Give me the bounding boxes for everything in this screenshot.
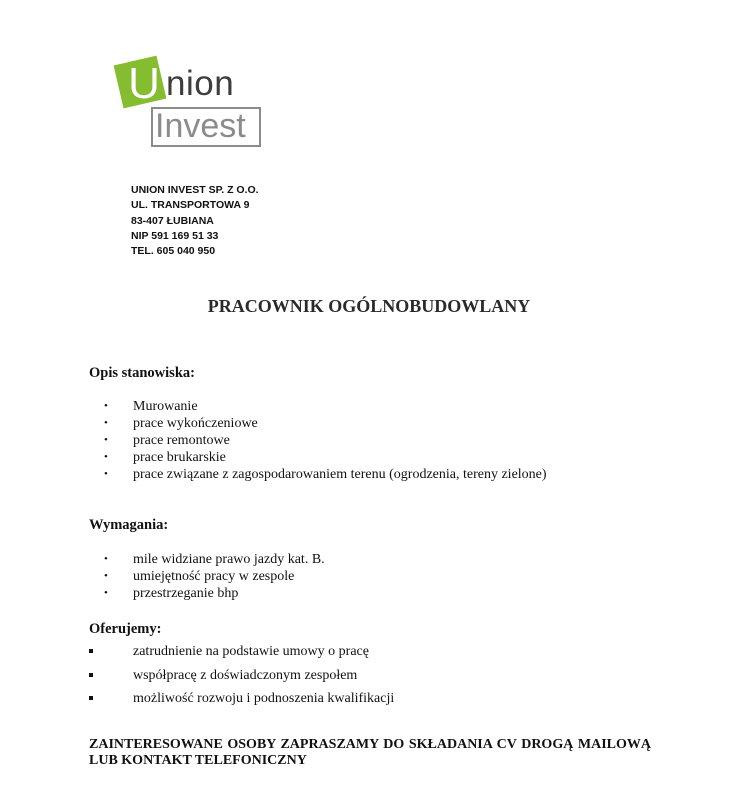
bullet-icon: • [104,587,108,599]
requirements-list [89,551,325,602]
bullet-icon: • [104,468,108,480]
bullet-icon: • [104,451,108,463]
bullet-icon: • [104,434,108,446]
offer-heading: Oferujemy: [89,621,162,637]
description-list [89,398,547,483]
closing-statement: ZAINTERESOWANE OSOBY ZAPRASZAMY DO SKŁADANIA CV DROGĄ MAILOWĄ LUB KONTAKT TELEFONICZNY [89,737,651,768]
list-item: zatrudnienie na podstawie umowy o pracę [89,640,394,664]
list-item: • prace wykończeniowe [104,416,258,431]
company-phone: TEL. 605 040 950 [131,245,216,258]
company-details [131,183,259,259]
requirements-heading: Wymagania: [89,517,169,533]
list-item: • umiejętność pracy w zespole [104,569,295,584]
logo-u-letter: U [128,59,160,108]
company-name: UNION INVEST SP. Z O.O. [131,184,259,196]
list-item: • Murowanie [104,399,198,414]
bullet-icon: • [104,570,108,582]
list-item: współpracę z doświadczonym zespołem [89,664,394,688]
logo-nion-text: nion [166,64,235,103]
list-item: możliwość rozwoju i podnoszenia kwalifikacji [89,687,394,711]
description-heading: Opis stanowiska: [89,365,195,381]
offer-list [89,640,394,711]
company-nip: NIP 591 169 51 33 [131,229,219,242]
list-item: • prace brukarskie [104,450,226,465]
square-bullet-icon [89,696,93,700]
bullet-icon: • [104,400,108,412]
square-bullet-icon [89,673,93,677]
page-title: PRACOWNIK OGÓLNOBUDOWLANY [207,296,531,316]
list-item: • przestrzeganie bhp [104,586,239,601]
bullet-icon: • [104,553,108,565]
list-item: • prace związane z zagospodarowaniem terenu (ogrodzenia, tereny zielone) [104,467,547,482]
company-logo [114,54,269,154]
list-item: • mile widziane prawo jazdy kat. B. [104,552,325,567]
logo-invest-text: Invest [155,107,246,145]
bullet-icon: • [104,417,108,429]
list-item: • prace remontowe [104,433,230,448]
company-city: 83-407 ŁUBIANA [131,214,214,227]
company-street: UL. TRANSPORTOWA 9 [131,199,250,212]
square-bullet-icon [89,649,93,653]
